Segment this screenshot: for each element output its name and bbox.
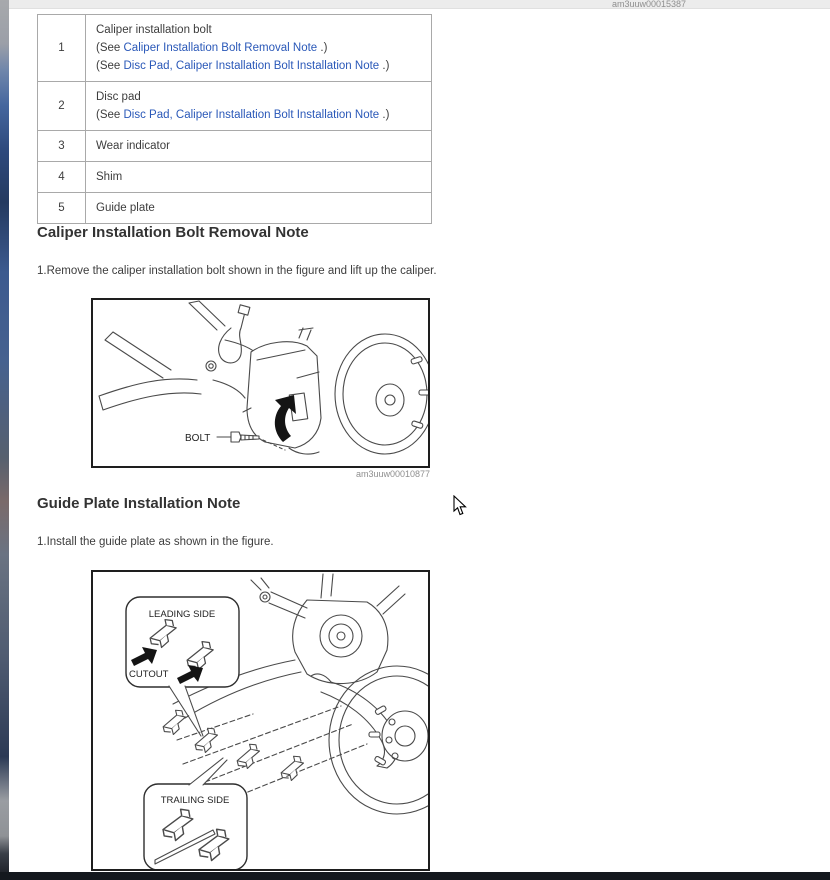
- part-name: Shim: [96, 171, 123, 183]
- mouse-cursor: [453, 495, 467, 516]
- row-number: 2: [38, 82, 86, 130]
- see-suffix: .): [379, 109, 390, 121]
- part-name: Disc pad: [96, 91, 141, 103]
- see-suffix: .): [379, 60, 390, 72]
- see-note-line: [96, 106, 421, 124]
- see-note-line: [96, 39, 421, 57]
- see-note-line: [96, 57, 421, 75]
- table-row: [38, 15, 431, 82]
- row-content: [86, 15, 431, 81]
- desktop-wallpaper-sliver: [0, 0, 9, 880]
- row-number: 4: [38, 162, 86, 192]
- bottom-window-edge: [0, 872, 830, 880]
- table-row: [38, 193, 431, 223]
- part-name: Wear indicator: [96, 140, 170, 152]
- see-prefix: (See: [96, 109, 124, 121]
- figure-guide-plate-installation: [91, 570, 430, 871]
- see-suffix: .): [317, 42, 328, 54]
- trailing-side-callout: [144, 758, 247, 869]
- trailing-side-label: TRAILING SIDE: [160, 795, 230, 806]
- row-content: [86, 82, 431, 130]
- section-heading-caliper-bolt-removal: Caliper Installation Bolt Removal Note: [37, 224, 309, 241]
- figure1-id: am3uuw00010877: [355, 469, 430, 479]
- bolt-label: BOLT: [185, 433, 211, 444]
- caliper-bolt-removal-illustration: [93, 300, 428, 466]
- cutout-label: CUTOUT: [129, 669, 169, 680]
- table-row: [38, 131, 431, 162]
- guide-plate-installation-illustration: [93, 572, 428, 869]
- link-disc-pad-caliper-installation-bolt-installation-note[interactable]: Disc Pad, Caliper Installation Bolt Installation Note: [123, 60, 380, 72]
- table-row: [38, 82, 431, 131]
- leading-side-label: LEADING SIDE: [148, 609, 216, 620]
- see-prefix: (See: [96, 60, 124, 72]
- top-figure-id: am3uuw00015387: [611, 0, 686, 9]
- row-number: 3: [38, 131, 86, 161]
- figure-caliper-bolt-removal: [91, 298, 430, 468]
- row-number: 1: [38, 15, 86, 81]
- link-caliper-installation-bolt-removal-note[interactable]: Caliper Installation Bolt Removal Note: [123, 42, 318, 54]
- step-text-remove-bolt: 1.Remove the caliper installation bolt shown in the figure and lift up the caliper.: [37, 265, 437, 277]
- see-prefix: (See: [96, 42, 124, 54]
- part-name: Caliper installation bolt: [96, 24, 212, 36]
- row-number: 5: [38, 193, 86, 223]
- step-text-install-guide-plate: 1.Install the guide plate as shown in the figure.: [37, 536, 274, 548]
- section-heading-guide-plate-installation: Guide Plate Installation Note: [37, 495, 241, 512]
- part-name: Guide plate: [96, 202, 155, 214]
- parts-table: [37, 14, 432, 224]
- table-row: [38, 162, 431, 193]
- link-disc-pad-caliper-installation-bolt-installation-note[interactable]: Disc Pad, Caliper Installation Bolt Installation Note: [123, 109, 380, 121]
